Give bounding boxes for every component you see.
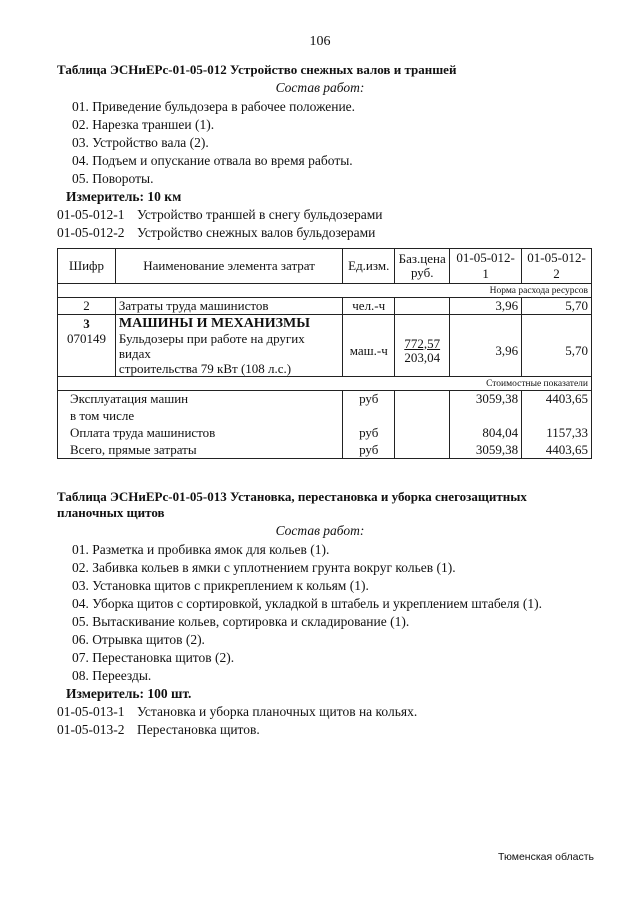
norm-label: Норма расхода ресурсов [58,284,592,298]
row-name: Всего, прямые затраты [58,442,343,459]
table1-works-heading: Состав работ: [275,80,365,95]
table1-work-item: 03. Устройство вала (2). [72,135,209,150]
row-value-1: 3059,38 [450,391,522,408]
table2-title: Таблица ЭСНиЕРс-01-05-013 Установка, перестановка и уборка снегозащитных [57,489,527,504]
table1-code-row [57,225,375,241]
row-unit: руб [343,442,395,459]
code: 01-05-012-1 [57,207,125,222]
header-col1: 01-05-012-1 [450,249,522,284]
header-unit: Ед.изм. [343,249,395,284]
row-value-1: 804,04 [450,425,522,442]
code-text: Установка и уборка планочных щитов на кольях. [137,704,418,719]
norm-label-row [58,284,592,298]
cost-label-row [58,377,592,391]
table-header-row [58,249,592,284]
table-row [58,391,592,408]
row-name: МАШИНЫ И МЕХАНИЗМЫ Бульдозеры при работе на других видах строительства 79 кВт (108 л.с.) [115,315,342,377]
row-value-2: 5,70 [522,315,592,377]
row-code: 3 070149 [58,315,116,377]
table2-work-item: 02. Забивка кольев в ямки с уплотнением грунта вокруг кольев (1). [72,560,456,575]
row-name: в том числе [58,408,343,425]
header-name: Наименование элемента затрат [115,249,342,284]
page-number: 106 [309,34,331,49]
table1-work-item: 02. Нарезка траншеи (1). [72,117,215,132]
row-value-2: 4403,65 [522,442,592,459]
row-code: 2 [58,298,116,315]
table2-work-item: 06. Отрывка щитов (2). [72,632,205,647]
row-name: Оплата труда машинистов [58,425,343,442]
row-price [395,298,450,315]
table-row [58,442,592,459]
resource-table [57,248,592,459]
cost-label: Стоимостные показатели [58,377,592,391]
table2-code-row [57,722,260,738]
row-name: Затраты труда машинистов [115,298,342,315]
table2-work-item: 05. Вытаскивание кольев, сортировка и складирование (1). [72,614,410,629]
table1-code-row [57,207,383,223]
header-code: Шифр [58,249,116,284]
table1-work-item: 05. Повороты. [72,171,154,186]
table2-work-item: 08. Переезды. [72,668,152,683]
table2-title-continued: планочных щитов [57,505,165,520]
row-value-1: 3059,38 [450,442,522,459]
code: 01-05-012-2 [57,225,125,240]
table2-work-item: 04. Уборка щитов с сортировкой, укладкой в штабель и укреплением штабеля (1). [72,596,542,611]
table2-code-row [57,704,417,720]
table-row [58,425,592,442]
table2-work-item: 07. Перестановка щитов (2). [72,650,235,665]
table-row [58,408,592,425]
row-unit: руб [343,425,395,442]
code-text: Устройство снежных валов бульдозерами [137,225,376,240]
row-value-2: 1157,33 [522,425,592,442]
row-price: 772,57 203,04 [395,315,450,377]
table2-work-item: 01. Разметка и пробивка ямок для кольев (1). [72,542,330,557]
code-text: Устройство траншей в снегу бульдозерами [137,207,383,222]
row-price [395,391,450,408]
table2-works-heading: Состав работ: [275,523,365,538]
row-unit: руб [343,391,395,408]
table1-work-item: 04. Подъем и опускание отвала во время работы. [72,153,353,168]
footer-region: Тюменская область [498,851,594,863]
code-text: Перестановка щитов. [137,722,260,737]
row-name: Эксплуатация машин [58,391,343,408]
row-unit: маш.-ч [343,315,395,377]
row-value-2: 4403,65 [522,391,592,408]
table2-measure: Измеритель: 100 шт. [66,686,192,701]
code: 01-05-013-2 [57,722,125,737]
code: 01-05-013-1 [57,704,125,719]
row-value-1: 3,96 [450,315,522,377]
table1-work-item: 01. Приведение бульдозера в рабочее положение. [72,99,356,114]
table1-measure: Измеритель: 10 км [66,189,182,204]
row-value-2: 5,70 [522,298,592,315]
table1-title: Таблица ЭСНиЕРс-01-05-012 Устройство снежных валов и траншей [57,62,457,77]
row-unit: чел.-ч [343,298,395,315]
table-row [58,315,592,377]
table2-work-item: 03. Установка щитов с прикреплением к кольям (1). [72,578,369,593]
header-col2: 01-05-012-2 [522,249,592,284]
table-row [58,298,592,315]
row-value-1: 3,96 [450,298,522,315]
header-price: Баз.цена руб. [395,249,450,284]
